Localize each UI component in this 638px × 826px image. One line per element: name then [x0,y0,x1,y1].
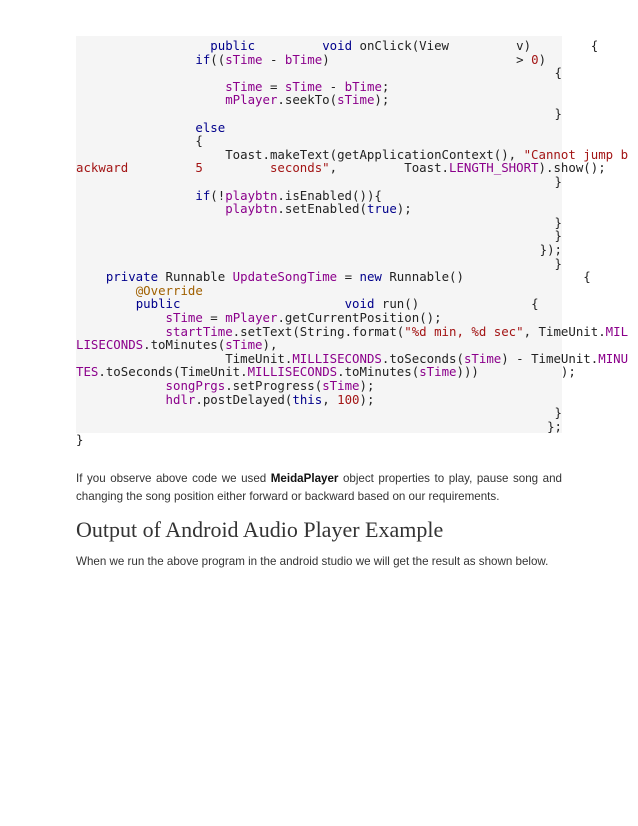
code-token: ackward [76,160,129,176]
code-token: .setEnabled( [277,201,367,217]
code-token: { [76,133,203,149]
code-token: .toSeconds( [381,350,464,366]
code-token: .toMinutes( [143,337,226,353]
code-token: startTime [165,323,233,339]
code-token: sTime [225,78,263,94]
paragraph-text: object properties to play, pause song and changing the song position either forward or backward based on our requirements. [76,472,562,503]
code-token: playbtn [225,201,278,217]
code-token: mPlayer [225,92,278,108]
code-token: } [554,214,562,230]
code-token: ; [381,78,390,94]
code-token: = [262,78,285,94]
code-token: - [322,78,345,94]
code-token: .isEnabled()){ [277,187,382,203]
code-token: private [105,269,159,285]
code-token: - [262,51,285,67]
code-token: sTime [419,364,457,380]
code-block-tail [76,36,562,466]
code-token: songPrgs [165,378,226,393]
code-token: Toast.makeText(getApplicationContext(), [76,146,524,162]
code-token: 0 [531,51,539,67]
code-token: MILLISECONDS [247,364,338,380]
code-token: public [135,296,181,312]
code-token: MINU [598,350,629,366]
code-token: ); [396,201,412,217]
code-token: .toSeconds(TimeUnit. [98,364,248,380]
code-token: sTime [284,78,323,94]
code-token: TES [76,364,99,380]
code-token: = [337,269,360,285]
code-token: (( [210,51,226,67]
code-token: , [322,391,338,407]
code-token: UpdateSongTime [232,269,338,285]
code-token: bTime [344,78,382,94]
code-token: Runnable() { [381,269,591,285]
explanation-paragraph [76,470,562,506]
code-token: } [554,174,562,189]
code-token: ), [262,337,278,353]
code-token: LENGTH_SHORT [449,160,539,176]
code-token: }); [539,242,562,257]
code-token: ) > [322,51,532,67]
code-token: ); [359,391,375,407]
code-token: MILLISECONDS [292,350,382,366]
code-token: } [554,405,562,421]
code-token: } [554,255,562,271]
code-token: "Cannot jump b [523,146,629,162]
code-token: = [202,310,226,325]
code-token: .seekTo( [277,92,338,108]
code-token: Runnable [158,269,233,285]
code-token: ); [374,92,390,108]
code-token: { [554,65,562,81]
code-token: if [195,187,211,203]
code-token: 100 [337,391,360,407]
code-token: mPlayer [225,310,278,325]
code-token: , Toast. [329,160,449,176]
section-heading: Output of Android Audio Player Example [76,517,444,542]
code-token: public [210,38,256,53]
code-token: sTime [322,378,360,393]
bold-term: MeidaPlayer [270,472,339,485]
code-token: TimeUnit. [76,350,293,366]
result-paragraph: When we run the above program in the android studio we will get the result as shown below. [76,555,549,568]
code-token: new [359,269,382,285]
code-token: sTime [165,310,203,325]
code-token: sTime [225,337,263,353]
paragraph-text: If you observe above code we used [76,472,271,485]
code-token: ))) ); [456,364,576,380]
code-token: } [554,228,562,244]
code-token: .toMinutes( [337,364,420,380]
code-token: void [322,38,353,53]
code-token: "%d min, %d sec" [404,323,524,339]
code-token: sTime [225,51,263,67]
code-token: ).show(); [538,160,606,176]
code-token: sTime [463,350,502,366]
code-token: onClick(View v) { [352,38,599,53]
code-token: .postDelayed( [195,391,293,407]
code-token: .setProgress( [225,378,323,393]
code-token: hdlr [165,391,196,407]
code-token: (! [210,187,226,203]
code-token: run() { [374,296,539,312]
code-token: } [76,432,84,448]
code-token: else [195,119,226,135]
code-token: true [366,201,397,217]
code-token: if [195,51,211,67]
code-token: , TimeUnit. [523,323,606,339]
code-token: .setText(String.format( [232,323,405,339]
code-token: sTime [337,92,375,108]
code-token: ); [359,378,375,393]
code-token: bTime [284,51,323,67]
code-token: ) - TimeUnit. [501,350,599,366]
code-token: LISECONDS [76,337,144,353]
code-token: }; [547,418,562,434]
code-token: .getCurrentPosition(); [277,310,442,325]
code-token: @Override [135,282,203,298]
code-token: MIL [605,323,629,339]
code-token: 5 seconds" [195,160,330,176]
code-token: this [292,391,323,407]
code-token: playbtn [225,187,278,203]
code-token: ) [538,51,547,67]
code-token: } [554,106,562,121]
code-token: void [344,296,375,312]
